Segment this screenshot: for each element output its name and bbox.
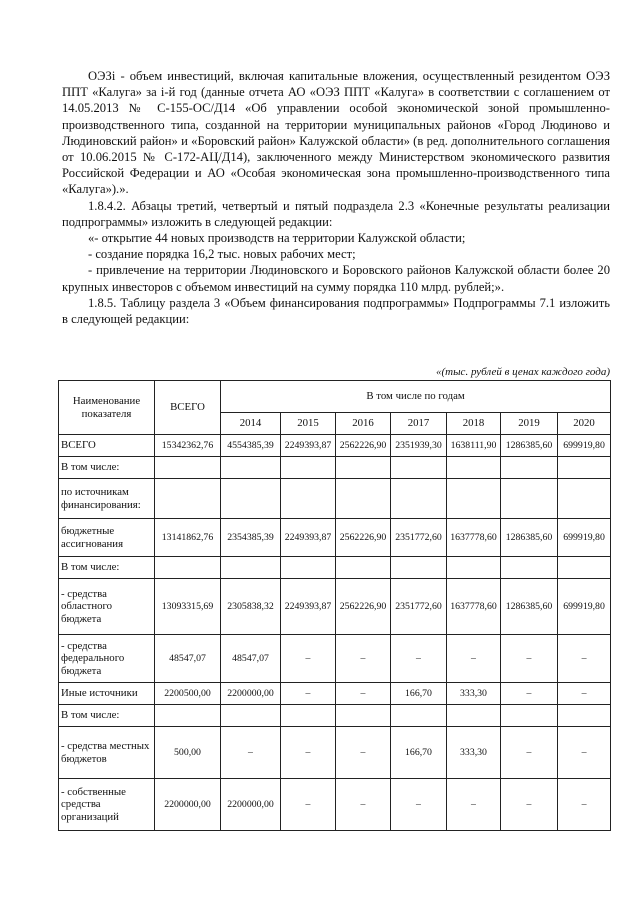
cell-total: 2200000,00 bbox=[155, 779, 221, 831]
cell-year-value: – bbox=[558, 683, 611, 705]
header-year: 2014 bbox=[221, 413, 281, 435]
cell-year-value: – bbox=[281, 635, 336, 683]
row-label: В том числе: bbox=[59, 457, 155, 479]
cell-year-value bbox=[391, 705, 447, 727]
cell-total bbox=[155, 457, 221, 479]
cell-year-value bbox=[281, 705, 336, 727]
paragraph-1-8-4-2: 1.8.4.2. Абзацы третий, четвертый и пятый подраздела 2.3 «Конечные результаты реализации подпрограммы» изложить в следующей редакции: bbox=[62, 198, 610, 229]
cell-year-value: 2562226,90 bbox=[336, 579, 391, 635]
table-row bbox=[59, 579, 611, 635]
cell-year-value bbox=[447, 457, 501, 479]
row-label: бюджетные ассигнования bbox=[59, 519, 155, 557]
cell-total: 48547,07 bbox=[155, 635, 221, 683]
paragraph-item-investors: - привлечение на территории Людиновского и Боровского районов Калужской области более 20 крупных инвесторов с объемом инвестиций на сумму порядка 110 млрд. рублей;». bbox=[62, 263, 610, 294]
paragraph-1-8-5: 1.8.5. Таблицу раздела 3 «Объем финансирования подпрограммы» Подпрограммы 7.1 изложить в следующей редакции: bbox=[62, 295, 610, 327]
row-label: - средства местных бюджетов bbox=[59, 727, 155, 779]
table-row bbox=[59, 435, 611, 457]
row-label: В том числе: bbox=[59, 705, 155, 727]
header-years-group: В том числе по годам bbox=[221, 381, 611, 413]
cell-year-value: – bbox=[336, 779, 391, 831]
cell-year-value bbox=[558, 457, 611, 479]
cell-year-value bbox=[336, 457, 391, 479]
cell-year-value bbox=[447, 479, 501, 519]
table-units-note: «(тыс. рублей в ценах каждого года) bbox=[436, 366, 610, 378]
table-header-row bbox=[59, 381, 611, 413]
cell-total bbox=[155, 479, 221, 519]
cell-year-value: 1286385,60 bbox=[501, 519, 558, 557]
cell-total: 13093315,69 bbox=[155, 579, 221, 635]
header-year: 2019 bbox=[501, 413, 558, 435]
cell-year-value: – bbox=[501, 683, 558, 705]
table-row bbox=[59, 705, 611, 727]
cell-year-value: 1637778,60 bbox=[447, 579, 501, 635]
row-label: - собственные средства организаций bbox=[59, 779, 155, 831]
cell-year-value: – bbox=[336, 683, 391, 705]
cell-year-value bbox=[558, 479, 611, 519]
cell-year-value bbox=[391, 457, 447, 479]
row-label: ВСЕГО bbox=[59, 435, 155, 457]
cell-year-value: – bbox=[558, 779, 611, 831]
cell-year-value bbox=[501, 479, 558, 519]
row-label: - средства федерального бюджета bbox=[59, 635, 155, 683]
header-indicator-name: Наименование показателя bbox=[59, 381, 155, 435]
header-total: ВСЕГО bbox=[155, 381, 221, 435]
cell-year-value: – bbox=[281, 779, 336, 831]
cell-total: 13141862,76 bbox=[155, 519, 221, 557]
cell-year-value bbox=[501, 705, 558, 727]
row-label: В том числе: bbox=[59, 557, 155, 579]
cell-year-value: 2200000,00 bbox=[221, 683, 281, 705]
cell-total bbox=[155, 557, 221, 579]
cell-year-value bbox=[221, 479, 281, 519]
cell-year-value: – bbox=[391, 779, 447, 831]
header-year: 2017 bbox=[391, 413, 447, 435]
financing-table bbox=[58, 380, 611, 831]
cell-year-value: – bbox=[558, 635, 611, 683]
cell-year-value: 2305838,32 bbox=[221, 579, 281, 635]
cell-year-value: 699919,80 bbox=[558, 435, 611, 457]
header-year: 2016 bbox=[336, 413, 391, 435]
cell-year-value bbox=[281, 557, 336, 579]
cell-year-value bbox=[391, 557, 447, 579]
cell-year-value: 2351772,60 bbox=[391, 579, 447, 635]
cell-year-value: 699919,80 bbox=[558, 519, 611, 557]
row-label: Иные источники bbox=[59, 683, 155, 705]
cell-year-value: – bbox=[391, 635, 447, 683]
cell-year-value: 166,70 bbox=[391, 727, 447, 779]
paragraph-oezi-definition: ОЭЗi - объем инвестиций, включая капитальные вложения, осуществленный резидентом ОЭЗ ППТ «Калуга» за i-й год (данные отчета АО «ОЭЗ ППТ «Калуга» в соответствии с соглашением от 14.05.2013 № С-155-ОС/Д14 «Об управлении особой экономической зоной промышленно-производственного типа, созданной на территории муниципальных районов «Город Людиново и Людиновский район» и «Боровский район» Калужской области» (в ред. дополнительного соглашения от 10.06.2015 № С-172-АЦ/Д14), заключенного между Министерством экономического развития Российской Федерации и АО «Особая экономическая зона промышленно-производственного типа «Калуга»).». bbox=[62, 69, 610, 197]
table-row bbox=[59, 519, 611, 557]
cell-year-value: – bbox=[336, 727, 391, 779]
cell-year-value: 2354385,39 bbox=[221, 519, 281, 557]
cell-year-value: – bbox=[558, 727, 611, 779]
cell-year-value: 1286385,60 bbox=[501, 435, 558, 457]
cell-year-value: – bbox=[501, 779, 558, 831]
cell-year-value: – bbox=[447, 779, 501, 831]
cell-year-value: – bbox=[501, 635, 558, 683]
cell-year-value: 48547,07 bbox=[221, 635, 281, 683]
paragraph-item-jobs: - создание порядка 16,2 тыс. новых рабочих мест; bbox=[88, 247, 356, 262]
cell-year-value: 2249393,87 bbox=[281, 519, 336, 557]
cell-total: 500,00 bbox=[155, 727, 221, 779]
cell-year-value: – bbox=[447, 635, 501, 683]
cell-year-value bbox=[336, 557, 391, 579]
cell-year-value: 333,30 bbox=[447, 727, 501, 779]
cell-year-value bbox=[447, 705, 501, 727]
cell-total bbox=[155, 705, 221, 727]
cell-year-value bbox=[221, 557, 281, 579]
cell-total: 15342362,76 bbox=[155, 435, 221, 457]
cell-year-value: – bbox=[336, 635, 391, 683]
cell-year-value bbox=[281, 457, 336, 479]
table-row bbox=[59, 457, 611, 479]
cell-total: 2200500,00 bbox=[155, 683, 221, 705]
table-row bbox=[59, 479, 611, 519]
cell-year-value: 699919,80 bbox=[558, 579, 611, 635]
cell-year-value: 166,70 bbox=[391, 683, 447, 705]
table-row bbox=[59, 779, 611, 831]
cell-year-value: – bbox=[281, 683, 336, 705]
cell-year-value bbox=[558, 557, 611, 579]
cell-year-value: 2562226,90 bbox=[336, 435, 391, 457]
document-text bbox=[62, 68, 610, 327]
paragraph-item-productions: «- открытие 44 новых производств на территории Калужской области; bbox=[88, 231, 466, 246]
cell-year-value bbox=[221, 705, 281, 727]
header-year: 2018 bbox=[447, 413, 501, 435]
cell-year-value: 2249393,87 bbox=[281, 579, 336, 635]
cell-year-value: 4554385,39 bbox=[221, 435, 281, 457]
table-row bbox=[59, 635, 611, 683]
row-label: - средства областного бюджета bbox=[59, 579, 155, 635]
cell-year-value bbox=[501, 457, 558, 479]
cell-year-value: 2351939,30 bbox=[391, 435, 447, 457]
cell-year-value bbox=[501, 557, 558, 579]
cell-year-value bbox=[391, 479, 447, 519]
cell-year-value bbox=[336, 705, 391, 727]
cell-year-value: 1638111,90 bbox=[447, 435, 501, 457]
cell-year-value bbox=[281, 479, 336, 519]
cell-year-value bbox=[558, 705, 611, 727]
cell-year-value bbox=[221, 457, 281, 479]
cell-year-value: 2249393,87 bbox=[281, 435, 336, 457]
cell-year-value: 1637778,60 bbox=[447, 519, 501, 557]
cell-year-value: 2351772,60 bbox=[391, 519, 447, 557]
cell-year-value: 2200000,00 bbox=[221, 779, 281, 831]
table-row bbox=[59, 683, 611, 705]
cell-year-value bbox=[447, 557, 501, 579]
cell-year-value: – bbox=[221, 727, 281, 779]
header-year: 2020 bbox=[558, 413, 611, 435]
header-year: 2015 bbox=[281, 413, 336, 435]
cell-year-value: – bbox=[281, 727, 336, 779]
cell-year-value: 2562226,90 bbox=[336, 519, 391, 557]
cell-year-value bbox=[336, 479, 391, 519]
table-row bbox=[59, 557, 611, 579]
cell-year-value: 333,30 bbox=[447, 683, 501, 705]
cell-year-value: 1286385,60 bbox=[501, 579, 558, 635]
row-label: по источникам финансирования: bbox=[59, 479, 155, 519]
cell-year-value: – bbox=[501, 727, 558, 779]
table-row bbox=[59, 727, 611, 779]
